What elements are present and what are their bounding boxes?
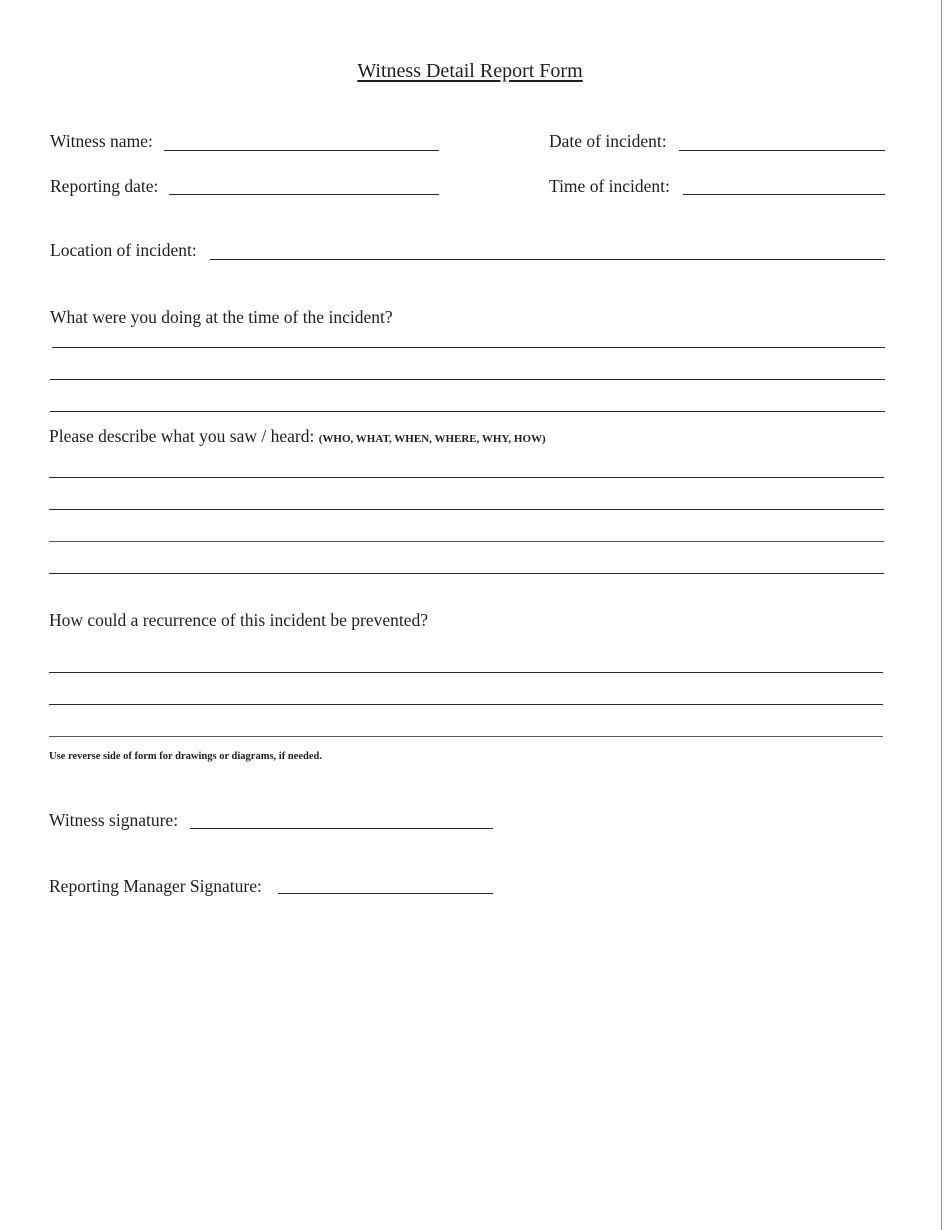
witness-signature-label: Witness signature: [49,810,179,830]
date-of-incident-label: Date of incident: [549,131,667,151]
prevent-answer-line-2[interactable] [49,704,883,705]
describe-question-text: Please describe what you saw / heard: [49,426,315,446]
doing-answer-line-3[interactable] [50,411,885,412]
reporting-date-field[interactable] [169,194,439,195]
manager-signature-field[interactable] [278,893,493,894]
location-label: Location of incident: [50,240,197,260]
prevent-question: How could a recurrence of this incident be prevented? [49,610,429,630]
describe-answer-line-3[interactable] [49,541,884,542]
form-title: Witness Detail Report Form [357,60,583,82]
date-of-incident-field[interactable] [679,150,885,151]
describe-hint: (WHO, WHAT, WHEN, WHERE, WHY, HOW) [318,433,546,445]
describe-question [49,426,546,447]
doing-answer-line-1[interactable] [52,347,885,348]
prevent-answer-line-3[interactable] [49,736,883,737]
manager-signature-label: Reporting Manager Signature: [49,876,262,896]
doing-question: What were you doing at the time of the incident? [50,307,393,327]
doing-answer-line-2[interactable] [50,379,885,380]
describe-answer-line-4[interactable] [49,573,884,574]
witness-name-label: Witness name: [50,131,153,151]
witness-signature-field[interactable] [190,828,493,829]
describe-answer-line-1[interactable] [49,477,884,478]
reporting-date-label: Reporting date: [50,176,159,196]
location-field[interactable] [210,259,885,260]
reverse-side-note: Use reverse side of form for drawings or diagrams, if needed. [49,751,322,762]
witness-name-field[interactable] [164,150,439,151]
time-of-incident-label: Time of incident: [549,176,670,196]
page-edge [941,0,942,1230]
prevent-answer-line-1[interactable] [49,672,883,673]
time-of-incident-field[interactable] [683,194,885,195]
describe-answer-line-2[interactable] [49,509,884,510]
